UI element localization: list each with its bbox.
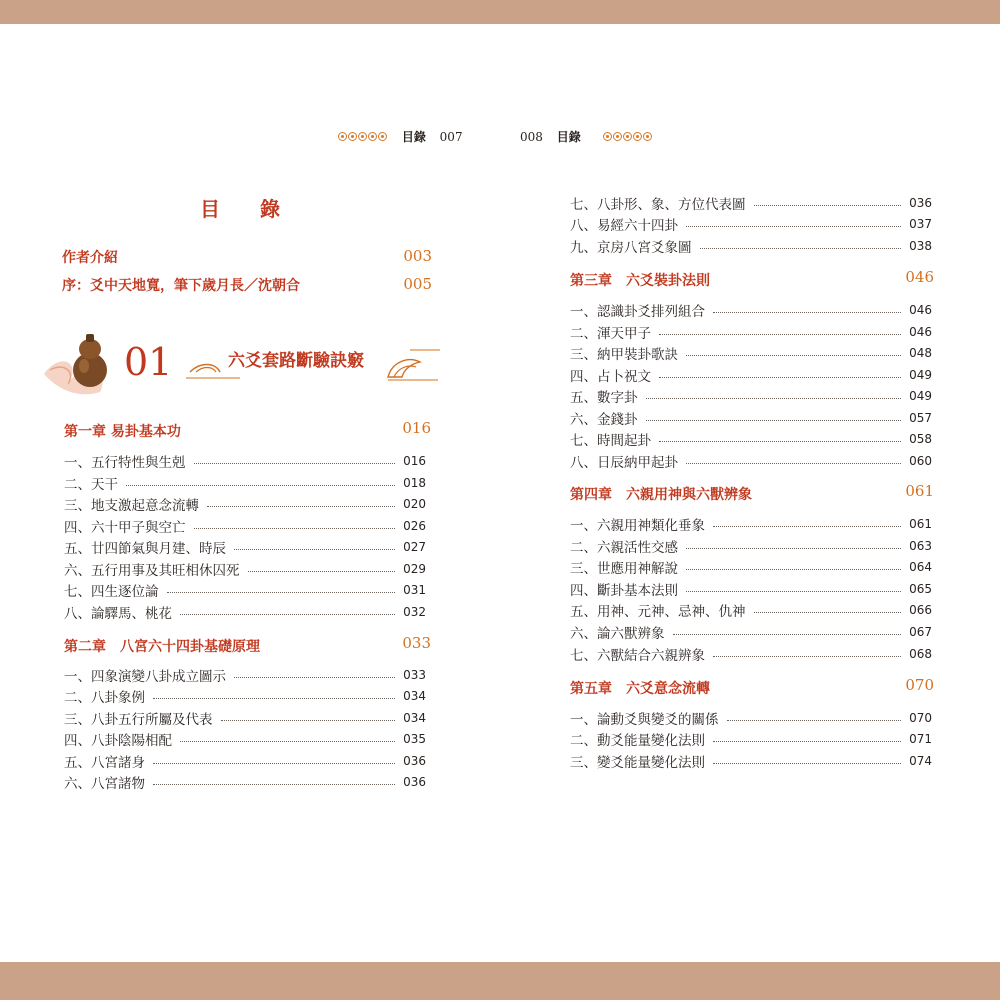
- chapter-page: 061: [905, 482, 934, 500]
- ornament-rings-icon: [338, 131, 388, 145]
- toc-title: 目錄: [200, 197, 320, 221]
- toc-entry[interactable]: 二、六親活性交感 063: [570, 539, 932, 556]
- front-entry-label: 序：爻中天地寬，筆下歲月長／沈朝合: [62, 278, 300, 294]
- bottom-border-band: [0, 962, 1000, 1000]
- chapter-heading[interactable]: [570, 678, 934, 704]
- header-left-page: 007: [439, 130, 463, 144]
- toc-entry[interactable]: 三、變爻能量變化法則 074: [570, 754, 932, 771]
- toc-entry[interactable]: 四、斷卦基本法則 065: [570, 582, 932, 599]
- header-right-page: 008: [520, 130, 543, 144]
- part-number: 01: [124, 340, 173, 384]
- toc-entry[interactable]: 六、金錢卦 057: [570, 411, 932, 428]
- toc-entry[interactable]: 一、六親用神類化垂象 061: [570, 517, 932, 534]
- chapter-heading[interactable]: [570, 270, 934, 296]
- chapter-label: 第一章 易卦基本功: [64, 424, 181, 440]
- toc-entry[interactable]: 七、六獸結合六親辨象 068: [570, 647, 932, 664]
- toc-entry[interactable]: 三、納甲裝卦歌訣 048: [570, 346, 932, 363]
- toc-entry[interactable]: 四、六十甲子與空亡 026: [64, 519, 426, 536]
- header-left-title: 目錄: [401, 130, 426, 144]
- toc-entry[interactable]: 一、認識卦爻排列組合 046: [570, 303, 932, 320]
- header-right-title: 目錄: [556, 130, 581, 144]
- chapter-label: 第三章 六爻裝卦法則: [570, 273, 710, 289]
- chapter-label: 第五章 六爻意念流轉: [570, 681, 710, 697]
- toc-entry[interactable]: 七、八卦形、象、方位代表圖 036: [570, 196, 932, 213]
- top-border-band: [0, 0, 1000, 24]
- running-header-right: [520, 128, 653, 148]
- toc-entry[interactable]: 五、八宮諸身 036: [64, 754, 426, 771]
- toc-entry[interactable]: 三、世應用神解說 064: [570, 560, 932, 577]
- front-entry-label: 作者介紹: [62, 250, 118, 266]
- toc-entry[interactable]: 八、日辰納甲起卦 060: [570, 454, 932, 471]
- toc-entry[interactable]: 三、地支激起意念流轉 020: [64, 497, 426, 514]
- toc-entry[interactable]: 二、天干 018: [64, 476, 426, 493]
- chapter-heading[interactable]: [64, 636, 431, 662]
- toc-entry[interactable]: 四、八卦陰陽相配 035: [64, 732, 426, 749]
- toc-entry[interactable]: 二、八卦象例 034: [64, 689, 426, 706]
- toc-entry[interactable]: 一、五行特性與生剋 016: [64, 454, 426, 471]
- front-entry-page: 003: [403, 247, 432, 265]
- chapter-page: 070: [905, 676, 934, 694]
- toc-entry[interactable]: 六、五行用事及其旺相休囚死 029: [64, 562, 426, 579]
- chapter-label: 第四章 六親用神與六獸辨象: [570, 487, 752, 503]
- part-title: 六爻套路斷驗訣竅: [228, 351, 364, 371]
- chapter-page: 046: [905, 268, 934, 286]
- toc-entry[interactable]: 二、動爻能量變化法則 071: [570, 732, 932, 749]
- ornament-rings-icon: [603, 131, 653, 145]
- toc-entry[interactable]: 一、四象演變八卦成立圖示 033: [64, 668, 426, 685]
- toc-entry[interactable]: 一、論動爻與變爻的關係 070: [570, 711, 932, 728]
- toc-entry[interactable]: 六、八宮諸物 036: [64, 775, 426, 792]
- chapter-heading[interactable]: [570, 484, 934, 510]
- toc-front-entry[interactable]: [62, 275, 432, 299]
- toc-entry[interactable]: 七、四生逐位論 031: [64, 583, 426, 600]
- toc-entry[interactable]: 三、八卦五行所屬及代表 034: [64, 711, 426, 728]
- toc-entry[interactable]: 六、論六獸辨象 067: [570, 625, 932, 642]
- toc-entry[interactable]: 五、數字卦 049: [570, 389, 932, 406]
- toc-entry[interactable]: 七、時間起卦 058: [570, 432, 932, 449]
- toc-entry[interactable]: 五、廿四節氣與月建、時辰 027: [64, 540, 426, 557]
- toc-front-entry[interactable]: [62, 247, 432, 271]
- toc-entry[interactable]: 五、用神、元神、忌神、仇神 066: [570, 603, 932, 620]
- running-header-left: [338, 128, 463, 148]
- toc-entry[interactable]: 八、易經六十四卦 037: [570, 217, 932, 234]
- chapter-label: 第二章 八宮六十四卦基礎原理: [64, 639, 260, 655]
- chapter-page: 033: [402, 634, 431, 652]
- toc-entry[interactable]: 八、論驛馬、桃花 032: [64, 605, 426, 622]
- toc-entry[interactable]: 二、渾天甲子 046: [570, 325, 932, 342]
- part-banner: [40, 322, 440, 402]
- toc-entry[interactable]: 四、占卜祝文 049: [570, 368, 932, 385]
- toc-entry[interactable]: 九、京房八宮爻象圖 038: [570, 239, 932, 256]
- front-entry-page: 005: [403, 275, 432, 293]
- chapter-page: 016: [402, 419, 431, 437]
- chapter-heading[interactable]: [64, 421, 431, 447]
